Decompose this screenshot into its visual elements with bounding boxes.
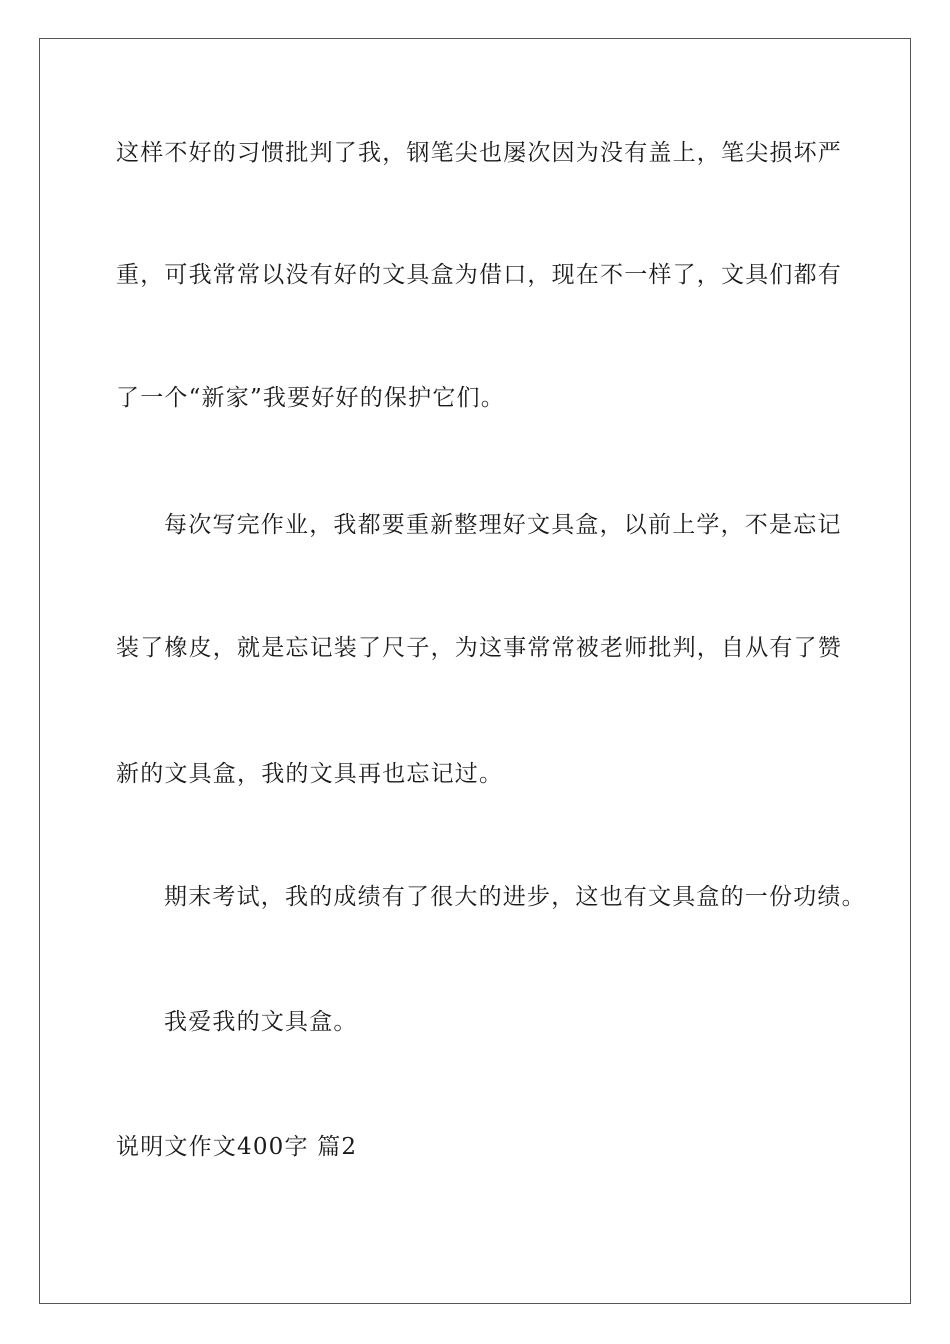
- paragraph-line-6: 新的文具盒，我的文具再也忘记过。: [116, 761, 504, 787]
- paragraph-line-8: 我爱我的文具盒。: [164, 1009, 358, 1035]
- section-heading: 说明文作文400字 篇2: [116, 1134, 358, 1160]
- paragraph-line-7: 期末考试，我的成绩有了很大的进步，这也有文具盒的一份功绩。: [164, 884, 866, 910]
- paragraph-line-1: 这样不好的习惯批判了我，钢笔尖也屡次因为没有盖上，笔尖损坏严: [116, 140, 842, 166]
- page-border: [39, 38, 911, 1304]
- paragraph-line-5: 装了橡皮，就是忘记装了尺子，为这事常常被老师批判，自从有了赞: [116, 635, 842, 661]
- paragraph-line-2: 重，可我常常以没有好的文具盒为借口，现在不一样了，文具们都有: [116, 262, 842, 288]
- paragraph-line-4: 每次写完作业，我都要重新整理好文具盒，以前上学，不是忘记: [164, 512, 842, 538]
- paragraph-line-3: 了一个“新家”我要好好的保护它们。: [116, 385, 505, 411]
